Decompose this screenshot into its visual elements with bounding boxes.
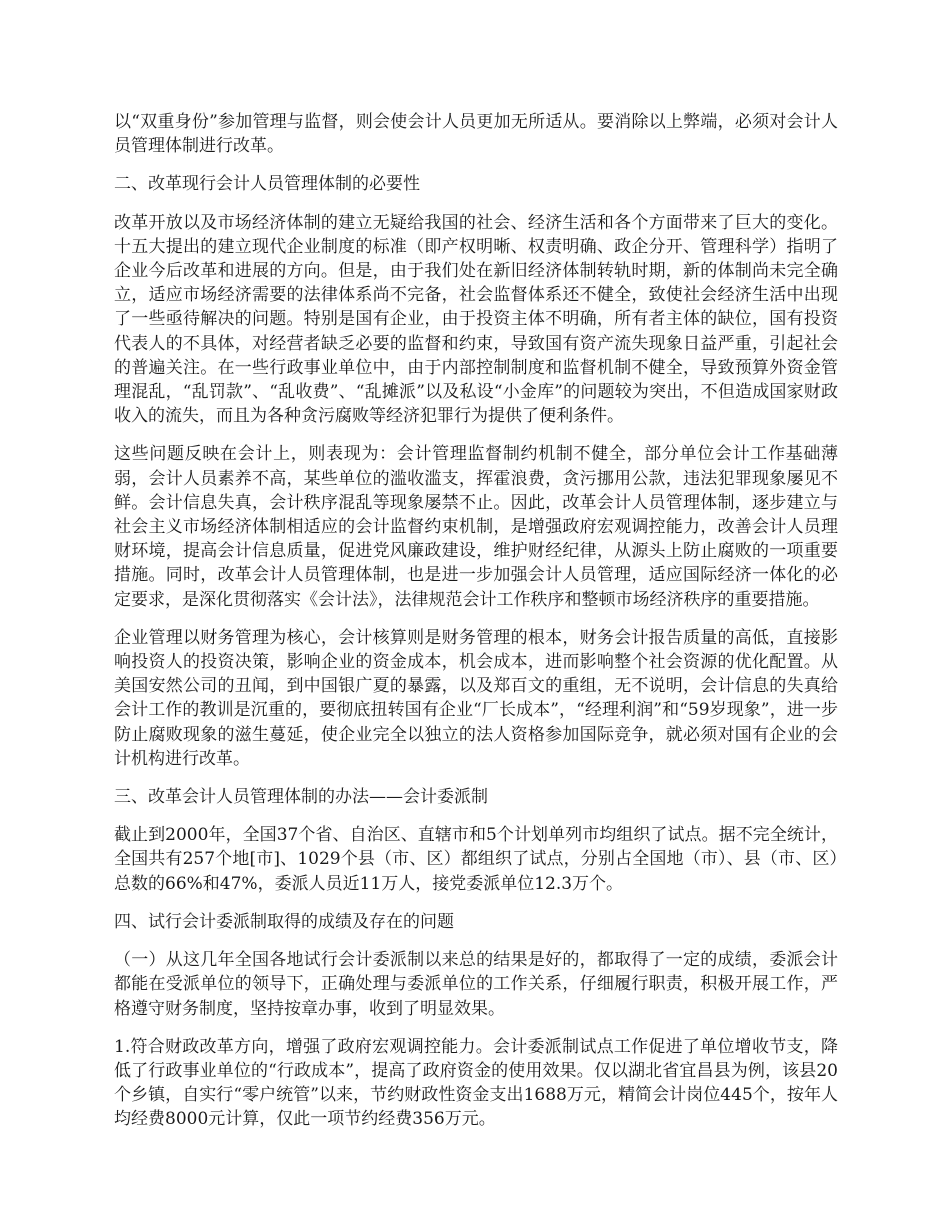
paragraph-continuation: 以“双重身份”参加管理与监督，则会使会计人员更加无所适从。要消除以上弊端，必须对会计人员管理体制进行改革。	[114, 112, 838, 157]
section-heading-4: 四、试行会计委派制取得的成绩及存在的问题	[114, 911, 454, 932]
section-heading-3: 三、改革会计人员管理体制的办法——会计委派制	[114, 787, 488, 808]
paragraph-reform-background: 改革开放以及市场经济体制的建立无疑给我国的社会、经济生活和各个方面带来了巨大的变化。十五大提出的建立现代企业制度的标准（即产权明晰、权责明确、政企分开、管理科学）指明了企业今后改革和进展的方向。但是，由于我们处在新旧经济体制转轨时期，新的体制尚未完全确立，适应市场经济需要的法律体系尚不完备，社会监督体系还不健全，致使社会经济生活中出现了一些亟待解决的问题。特别是国有企业，由于投资主体不明确，所有者主体的缺位，国有投资代表人的不具体，对经营者缺乏必要的监督和约束，导致国有资产流失现象日益严重，引起社会的普遍关注。在一些行政事业单位中，由于内部控制制度和监督机制不健全，导致预算外资金管理混乱，“乱罚款”、“乱收费”、“乱摊派”以及私设“小金库”的问题较为突出，不但造成国家财政收入的流失，而且为各种贪污腐败等经济犯罪行为提供了便利条件。	[114, 212, 838, 427]
paragraph-overall-results: （一）从这几年全国各地试行会计委派制以来总的结果是好的，都取得了一定的成绩，委派会计都能在受派单位的领导下，正确处理与委派单位的工作关系，仔细履行职责，积极开展工作，严格遵守财务制度，坚持按章办事，收到了明显效果。	[114, 950, 838, 1019]
paragraph-pilot-statistics: 截止到2000年，全国37个省、自治区、直辖市和5个计划单列市均组织了试点。据不完全统计，全国共有257个地[市]、1029个县（市、区）都组织了试点，分别占全国地（市）、县（市、区）总数的66%和47%，委派人员近11万人，接党委派单位12.3万个。	[114, 825, 838, 894]
document-body	[114, 110, 838, 1146]
paragraph-point-1: 1.符合财政改革方向，增强了政府宏观调控能力。会计委派制试点工作促进了单位增收节支，降低了行政事业单位的“行政成本”，提高了政府资金的使用效果。仅以湖北省宜昌县为例，该县20个乡镇，自实行“零户统管”以来，节约财政性资金支出1688万元，精简会计岗位445个，按年人均经费8000元计算，仅此一项节约经费356万元。	[114, 1036, 838, 1130]
paragraph-financial-management: 企业管理以财务管理为核心，会计核算则是财务管理的根本，财务会计报告质量的高低，直接影响投资人的投资决策，影响企业的资金成本，机会成本，进而影响整个社会资源的优化配置。从美国安然公司的丑闻，到中国银广夏的暴露，以及郑百文的重组，无不说明，会计信息的失真给会计工作的教训是沉重的，要彻底扭转国有企业“厂长成本”，“经理利润”和“59岁现象”，进一步防止腐败现象的滋生蔓延，使企业完全以独立的法人资格参加国际竞争，就必须对国有企业的会计机构进行改革。	[114, 627, 838, 769]
paragraph-accounting-problems: 这些问题反映在会计上，则表现为：会计管理监督制约机制不健全，部分单位会计工作基础薄弱，会计人员素养不高，某些单位的滥收滥支，挥霍浪费，贪污挪用公款，违法犯罪现象屡见不鲜。会计信息失真，会计秩序混乱等现象屡禁不止。因此，改革会计人员管理体制，逐步建立与社会主义市场经济体制相适应的会计监督约束机制，是增强政府宏观调控能力，改善会计人员理财环境，提高会计信息质量，促进党风廉政建设，维护财经纪律，从源头上防止腐败的一项重要措施。同时，改革会计人员管理体制，也是进一步加强会计人员管理，适应国际经济一体化的必定要求，是深化贯彻落实《会计法》，法律规范会计工作秩序和整顿市场经济秩序的重要措施。	[114, 444, 838, 610]
section-heading-2: 二、改革现行会计人员管理体制的必要性	[114, 174, 420, 195]
